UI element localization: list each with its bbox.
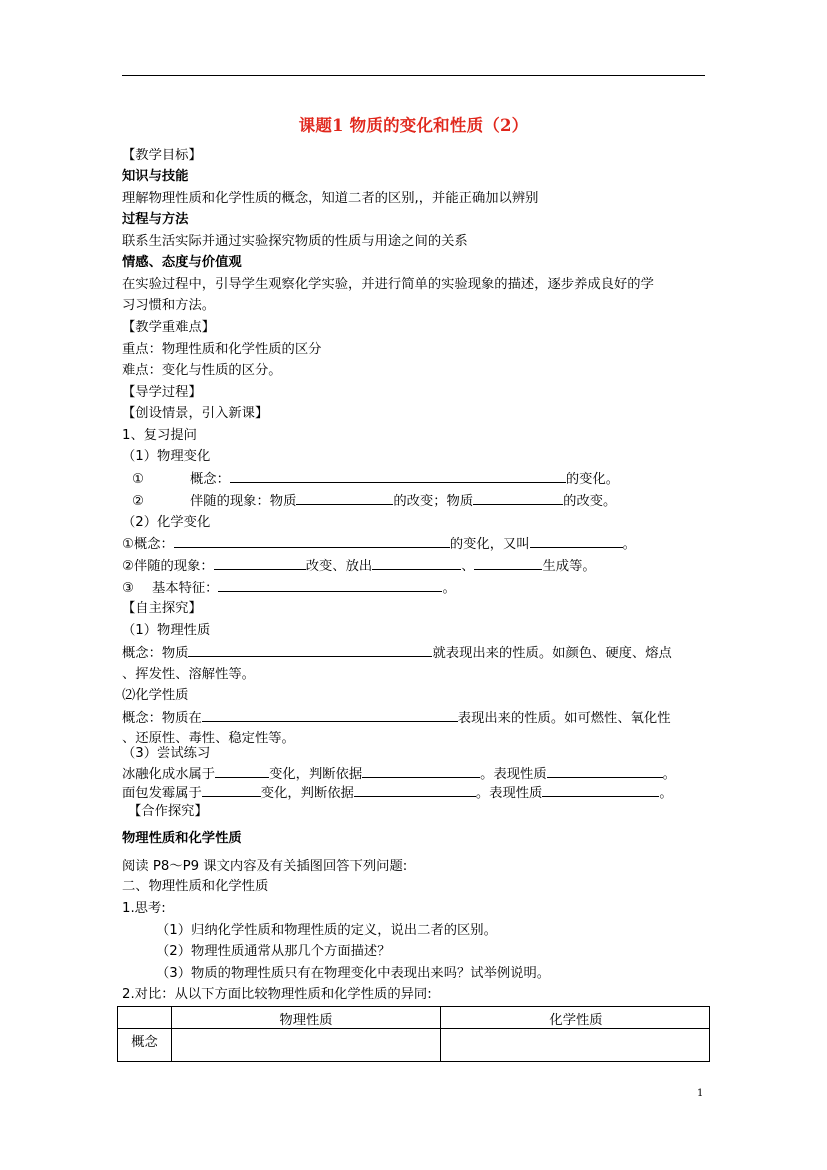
page-number: 1 [697, 1088, 704, 1099]
phys-change-heading: （1）物理变化 [122, 449, 211, 464]
scenario-heading: 【创设情景，引入新课】 [122, 406, 269, 421]
explore-heading: 【自主探究】 [122, 601, 202, 616]
table-header-chemical: 化学性质 [549, 1013, 603, 1028]
difficult-point: 难点：变化与性质的区分。 [122, 363, 282, 378]
chem-change-concept [122, 534, 636, 555]
exercise-1 [122, 764, 676, 785]
table-header-physical: 物理性质 [279, 1013, 333, 1028]
question-3: （3）物质的物理性质只有在物理变化中表现出来吗？试举例说明。 [156, 966, 551, 981]
cc-phenomena-label: ②伴随的现象： [122, 559, 214, 574]
knowledge-heading: 知识与技能 [122, 169, 189, 184]
emotion-text-line-1: 在实验过程中，引导学生观察化学实验，并进行简单的实验现象的描述，逐步养成良好的学 [122, 277, 654, 292]
process-text: 联系生活实际并通过实验探究物质的性质与用途之间的关系 [122, 234, 468, 249]
page-title: 课题1 物质的变化和性质（2） [298, 116, 529, 135]
table-divider [118, 1028, 709, 1029]
ex1-a: 冰融化成水属于 [122, 767, 216, 782]
cc-concept-end: 。 [622, 537, 636, 552]
question-2: （2）物理性质通常从那几个方面描述？ [156, 944, 391, 959]
fill-blank[interactable] [474, 556, 542, 570]
fill-blank[interactable] [542, 783, 659, 797]
fill-blank[interactable] [188, 643, 432, 657]
fill-blank[interactable] [230, 469, 566, 483]
table-cell-physical[interactable] [172, 1031, 440, 1061]
num-2: ② [132, 494, 144, 509]
cc-phenomena-end: 生成等。 [542, 559, 596, 574]
cc-phenomena-mid2: 、 [461, 559, 475, 574]
num-1: ① [132, 472, 144, 487]
cp-label: 概念：物质在 [122, 711, 202, 726]
fill-blank[interactable] [296, 491, 393, 505]
process-heading: 过程与方法 [122, 212, 189, 227]
guide-heading: 【导学过程】 [122, 385, 202, 400]
fill-blank[interactable] [354, 783, 476, 797]
concept-end: 的变化。 [565, 472, 620, 487]
phys-prop-heading: （1）物理性质 [122, 623, 211, 638]
ex1-d: 。 [662, 767, 676, 782]
table-row-label: 概念 [131, 1035, 158, 1050]
review-item: 1、复习提问 [122, 428, 197, 443]
ex2-c: 。表现性质 [475, 786, 543, 801]
think-heading: 1.思考: [122, 901, 166, 916]
cc-phenomena-mid1: 改变、放出 [305, 559, 373, 574]
pp-label: 概念：物质 [122, 646, 189, 661]
chem-change-feature [122, 578, 456, 599]
fill-blank[interactable] [214, 556, 306, 570]
chem-prop-concept [122, 708, 671, 729]
fill-blank[interactable] [362, 764, 480, 778]
ex2-d: 。 [659, 786, 673, 801]
fill-blank[interactable] [372, 556, 461, 570]
phenomena-label: 伴随的现象：物质 [190, 494, 297, 509]
compare-heading: 2.对比：从以下方面比较物理性质和化学性质的异同: [122, 987, 432, 1002]
feature-end: 。 [442, 581, 456, 596]
fill-blank[interactable] [530, 534, 623, 548]
cp-end: 表现出来的性质。如可燃性、氧化性 [457, 711, 671, 726]
concept-label: 概念： [190, 472, 230, 487]
ex2-b: 变化，判断依据 [260, 786, 354, 801]
fill-blank[interactable] [202, 708, 458, 722]
cc-concept-mid: 的变化，又叫 [449, 537, 530, 552]
ex1-c: 。表现性质 [480, 767, 547, 782]
comparison-table [117, 1006, 710, 1062]
emotion-heading: 情感、态度与价值观 [122, 255, 242, 270]
cc-concept-label: ①概念： [122, 537, 174, 552]
chem-prop-heading: ⑵化学性质 [122, 688, 189, 703]
ex1-b: 变化，判断依据 [269, 767, 363, 782]
fill-blank[interactable] [473, 491, 563, 505]
header-rule [122, 75, 705, 76]
pp-end: 就表现出来的性质。如颜色、硬度、熔点 [432, 646, 672, 661]
coop-title: 物理性质和化学性质 [122, 831, 242, 846]
key-heading: 【教学重难点】 [122, 320, 216, 335]
phys-prop-concept [122, 643, 672, 664]
fill-blank[interactable] [547, 764, 663, 778]
phys-change-concept [122, 469, 619, 490]
key-point: 重点：物理性质和化学性质的区分 [122, 342, 322, 357]
phenomena-end: 的改变。 [563, 494, 617, 509]
chem-change-heading: （2）化学变化 [122, 515, 211, 530]
emotion-text-line-2: 习习惯和方法。 [122, 298, 216, 313]
feature-label: 基本特征： [152, 581, 219, 596]
fill-blank[interactable] [174, 534, 450, 548]
phys-prop-line2: 、挥发性、溶解性等。 [122, 667, 255, 682]
chem-change-phenomena [122, 556, 596, 577]
chem-prop-line2: 、还原性、毒性、稳定性等。 [122, 731, 295, 746]
table-cell-chemical[interactable] [441, 1031, 711, 1061]
fill-blank[interactable] [215, 764, 269, 778]
knowledge-text: 理解物理性质和化学性质的概念，知道二者的区别,，并能正确加以辨别 [122, 191, 539, 206]
fill-blank[interactable] [218, 578, 442, 592]
coop-heading: 【合作探究】 [128, 804, 208, 819]
fill-blank[interactable] [202, 783, 261, 797]
question-1: （1）归纳化学性质和物理性质的定义，说出二者的区别。 [156, 923, 497, 938]
phenomena-mid: 的改变；物质 [393, 494, 474, 509]
num-3: ③ [122, 581, 134, 596]
ex2-a: 面包发霉属于 [122, 786, 202, 801]
goal-heading: 【教学目标】 [122, 148, 202, 163]
practice-heading: （3）尝试练习 [122, 746, 211, 761]
phys-change-phenomena [122, 491, 616, 512]
read-instruction: 阅读 P8～P9 课文内容及有关插图回答下列问题: [122, 859, 408, 874]
part-2-heading: 二、物理性质和化学性质 [122, 879, 269, 894]
exercise-2 [122, 783, 673, 804]
